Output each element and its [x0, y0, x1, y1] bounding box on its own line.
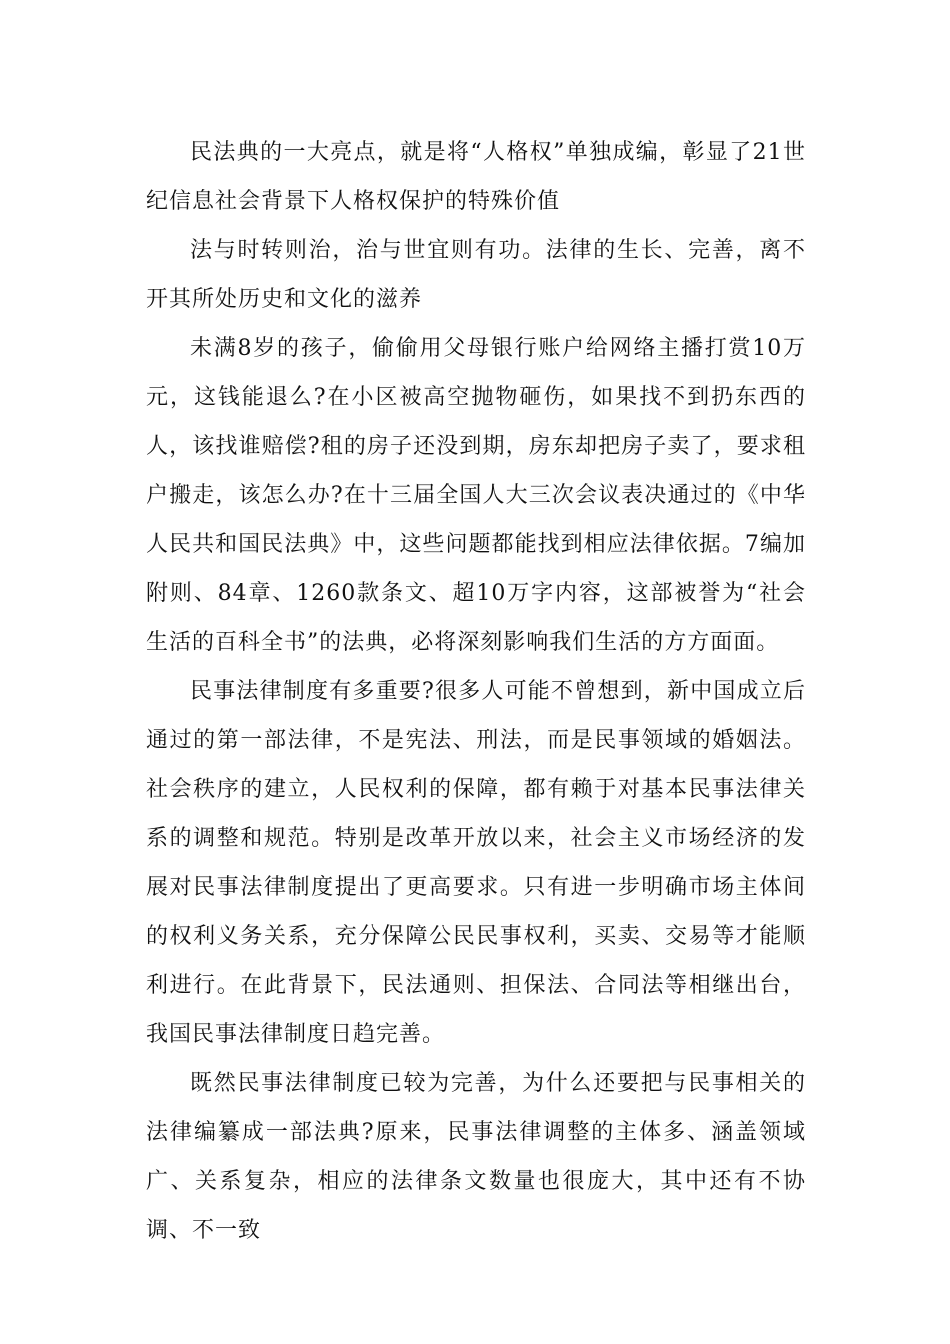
paragraph-personality-rights: 民法典的一大亮点，就是将“人格权”单独成编，彰显了21世纪信息社会背景下人格权保护的特殊价值 [146, 140, 806, 214]
document-body [146, 128, 806, 1255]
paragraph-civil-law-importance: 民事法律制度有多重要?很多人可能不曾想到，新中国成立后通过的第一部法律，不是宪法、刑法，而是民事领域的婚姻法。社会秩序的建立，人民权利的保障，都有赖于对基本民事法律关系的调整和规范。特别是改革开放以来，社会主义市场经济的发展对民事法律制度提出了更高要求。只有进一步明确市场主体间的权利义务关系，充分保障公民民事权利，买卖、交易等才能顺利进行。在此背景下，民法通则、担保法、合同法等相继出台，我国民事法律制度日趋完善。 [146, 679, 806, 1047]
paragraph-law-and-times: 法与时转则治，治与世宜则有功。法律的生长、完善，离不开其所处历史和文化的滋养 [146, 238, 806, 312]
paragraph-civil-code-questions: 未满8岁的孩子，偷偷用父母银行账户给网络主播打赏10万元，这钱能退么?在小区被高空抛物砸伤，如果找不到扔东西的人，该找谁赔偿?租的房子还没到期，房东却把房子卖了，要求租户搬走，该怎么办?在十三届全国人大三次会议表决通过的《中华人民共和国民法典》中，这些问题都能找到相应法律依据。7编加附则、84章、1260款条文、超10万字内容，这部被誉为“社会生活的百科全书”的法典，必将深刻影响我们生活的方方面面。 [146, 336, 806, 655]
paragraph-why-codify: 既然民事法律制度已较为完善，为什么还要把与民事相关的法律编纂成一部法典?原来，民事法律调整的主体多、涵盖领域广、关系复杂，相应的法律条文数量也很庞大，其中还有不协调、不一致 [146, 1071, 806, 1243]
